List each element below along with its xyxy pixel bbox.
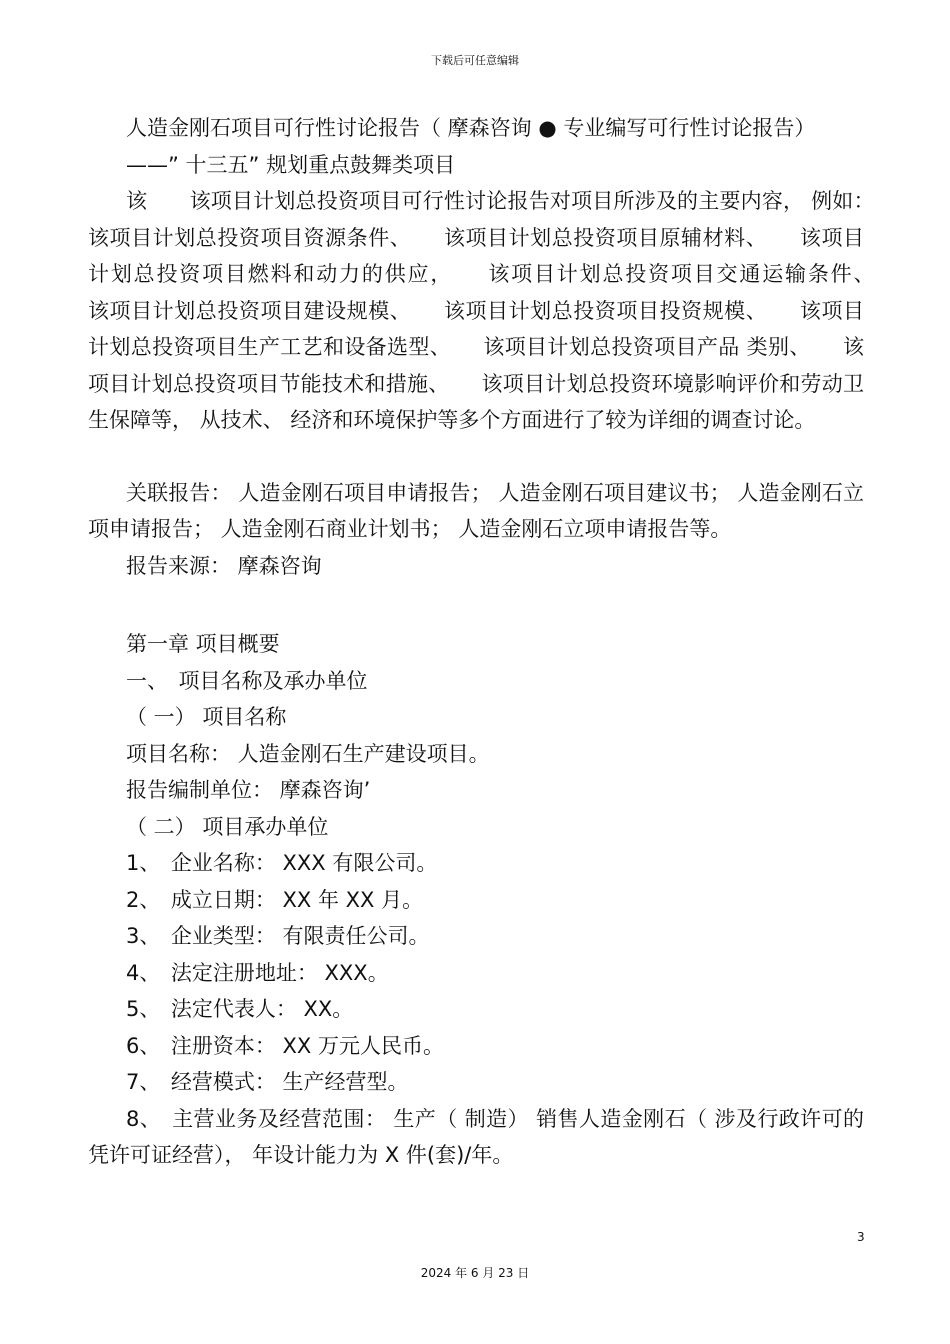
subsection-undertaking-unit: （ 二） 项目承办单位 — [126, 814, 329, 839]
list-item: 3、 企业类型： 有限责任公司。 — [126, 924, 430, 948]
spacer — [88, 439, 864, 475]
page-number: 3 — [857, 1230, 865, 1244]
subsection-project-name: （ 一） 项目名称 — [126, 705, 287, 729]
page-footer-date: 2024 年 6 月 23 日 — [420, 1266, 530, 1280]
list-item: 2、 成立日期： XX 年 XX 月。 — [126, 887, 424, 912]
section-heading: 一、 项目名称及承办单位 — [126, 668, 368, 693]
list-item: 6、 注册资本： XX 万元人民币。 — [126, 1033, 444, 1058]
project-name: 项目名称： 人造金刚石生产建设项目。 — [126, 741, 490, 766]
intro-paragraph: 该 该项目计划总投资项目可行性讨论报告对项目所涉及的主要内容， 例如： 该项目计划总投资项目资源条件、 该项目计划总投资项目原辅材料、 该项目计划总投资项目燃料和动力的供应， 该项目计划总投资项目交通运输条件、 该项目计划总投资项目建设规模、 该项目计划总投资项目投资规模、 该项目计划总投资项目生产工艺和设备选型、 该项目计划总投资项目产品 类别、 该项目计划总投资项目节能技术和措施、 该项目计划总投资环境影响评价和劳动卫生保障等， 从技术、 经济和环境保护等多个方面进行了较为详细的调查讨论。 — [88, 189, 906, 432]
chapter-heading: 第一章 项目概要 — [126, 632, 280, 656]
document-title-line2: ——” 十三五” 规划重点鼓舞类项目 — [126, 152, 456, 177]
list-item: 5、 法定代表人： XX。 — [126, 997, 354, 1021]
report-source: 报告来源： 摩森咨询 — [126, 553, 322, 578]
page-header: 下载后可任意编辑 — [431, 54, 519, 67]
document-title-line1: 人造金刚石项目可行性讨论报告（ 摩森咨询 ● 专业编写可行性讨论报告） — [126, 116, 816, 140]
list-item: 1、 企业名称： XXX 有限公司。 — [126, 851, 438, 875]
document-body — [88, 110, 906, 1174]
report-compiler: 报告编制单位： 摩森咨询’ — [126, 778, 371, 802]
list-item: 4、 法定注册地址： XXX。 — [126, 960, 389, 985]
list-item: 8、 主营业务及经营范围： 生产（ 制造） 销售人造金刚石（ 涉及行政许可的凭许可证经营）， 年设计能力为 X 件(套)/年。 — [88, 1106, 864, 1167]
related-reports: 关联报告： 人造金刚石项目申请报告； 人造金刚石项目建议书； 人造金刚石立项申请报告； 人造金刚石商业计划书； 人造金刚石立项申请报告等。 — [88, 480, 864, 541]
list-item: 7、 经营模式： 生产经营型。 — [126, 1070, 409, 1094]
spacer — [88, 584, 864, 626]
